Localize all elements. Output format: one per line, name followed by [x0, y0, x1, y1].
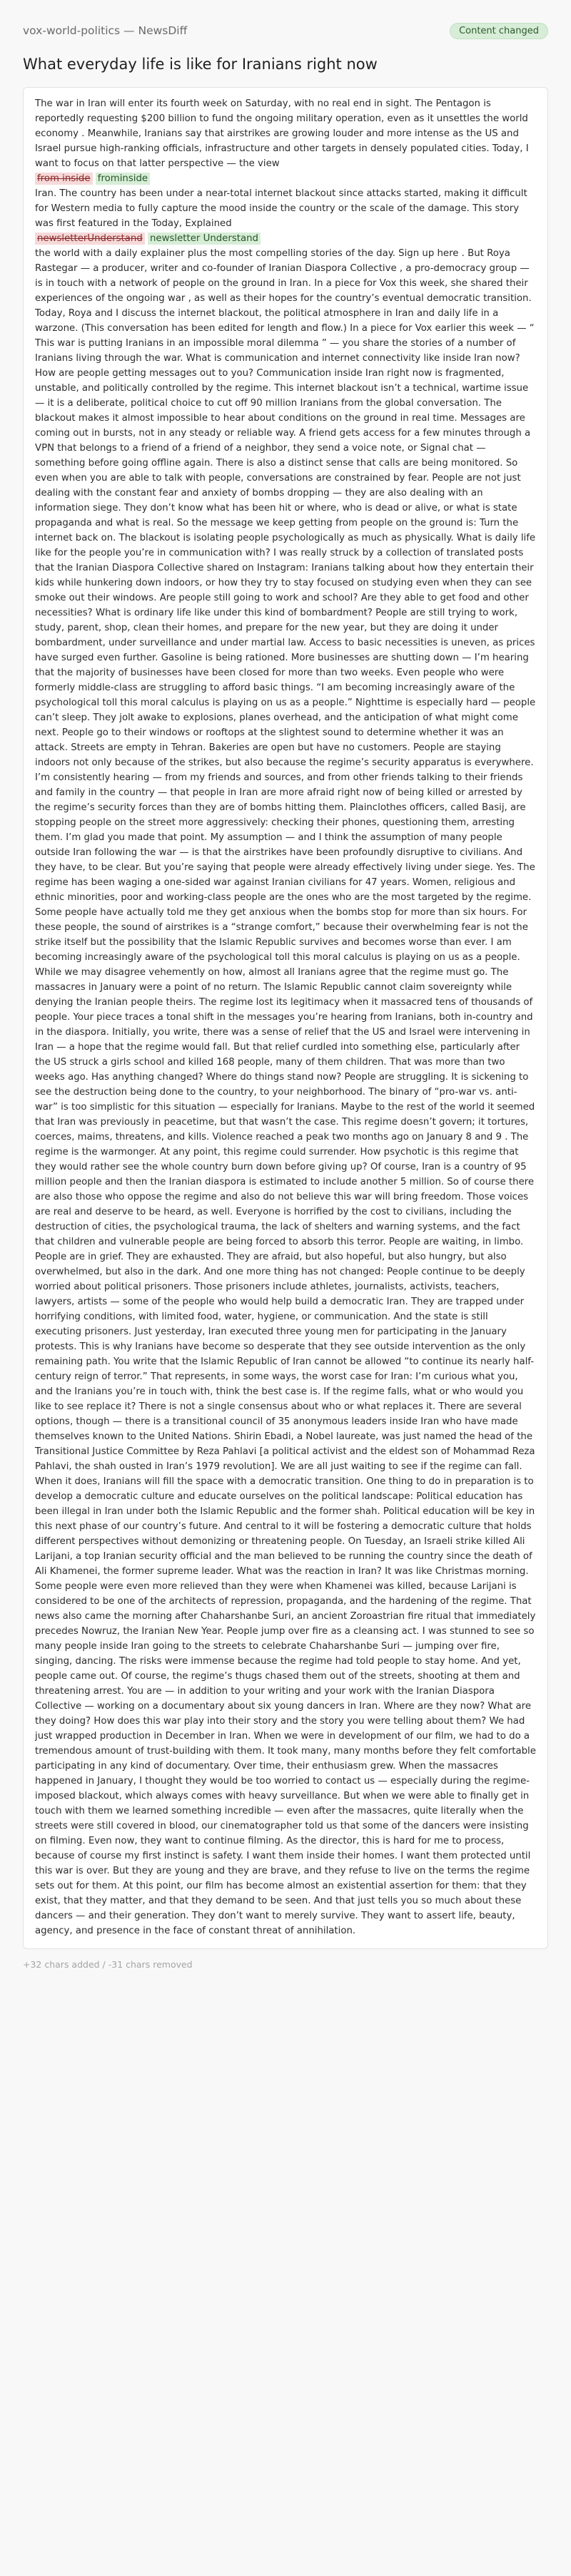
diff-added-text: frominside — [96, 173, 150, 185]
article-paragraph-3 — [35, 246, 536, 1938]
article-paragraph-1 — [35, 96, 536, 171]
article-body — [23, 87, 548, 1949]
diff-added-text: newsletter Understand — [148, 232, 261, 245]
breadcrumb[interactable]: vox-world-politics — NewsDiff — [23, 24, 188, 37]
paragraph-text: the world with a daily explainer plus the most compelling stories of the day. Sign up here . But Roya Rastegar — a producer, writer and co-founder of Iranian Diaspora Collective , a pro-democracy group — is in touch with a network of people on the ground in Iran. In a piece for Vox this week, she shared their experiences of the ongoing war , as well as their hopes for the country’s eventual democratic transition. Today, Roya and I discuss the internet blackout, the political atmosphere in Iran and daily life in a warzone. (This conversation has been edited for length and flow.) In a piece for Vox earlier this week — “ This war is putting Iranians in an impossible moral dilemma ” — you share the stories of a number of Iranians living through the war. What is communication and internet connectivity like inside Iran now? How are people getting messages out to you? Communication inside Iran right now is fragmented, unstable, and politically controlled by the regime. This internet blackout isn’t a technical, wartime issue — it is a deliberate, political choice to cut off 90 million Iranians from the global conversation. The blackout makes it almost impossible to hear about conditions on the ground in real time. Messages are coming out in bursts, not in any steady or reliable way. A friend gets access for a few minutes through a VPN that belongs to a friend of a friend of a neighbor, they send a voice note, or Signal chat — something before going offline again. There is also a distinct sense that calls are being monitored. So even when you are able to talk with people, conversations are constrained by fear. People are not just dealing with the constant fear and anxiety of bombs dropping — they are also dealing with an information siege. They don’t know what has been hit or where, who is dead or alive, or what is state propaganda and what is real. So the message we keep getting from people on the ground is: Turn the internet back on. The blackout is isolating people psychologically as much as physically. What is daily life like for the people you’re in communication with? I was really struck by a collection of translated posts that the Iranian Diaspora Collective shared on Instagram: Iranians talking about how they entertain their kids while hunkering down indoors, or how they try to stay focused on studying even when they can see smoke out their windows. Are people still going to work and school? Are they able to get food and other necessities? What is ordinary life like under this kind of bombardment? People are still trying to work, study, parent, shop, clean their homes, and prepare for the new year, but they are doing it under bombardment, under surveillance and under martial law. Access to basic necessities is uneven, as prices have surged even further. Gasoline is being rationed. More businesses are shutting down — I’m hearing that the majority of businesses have been closed for more than two weeks. Even people who were formerly middle-class are struggling to afford basic things. “I am becoming increasingly aware of the psychological toll this moral calculus is playing on us as a people.” Nighttime is especially hard — people can’t sleep. They jolt awake to explosions, planes overhead, and the anticipation of what might come next. People go to their windows or rooftops at the slightest sound to determine whether it was an attack. Streets are empty in Tehran. Bakeries are open but have no customers. People are staying indoors not only because of the strikes, but also because the regime’s security apparatus is everywhere. I’m consistently hearing — from my friends and sources, and from other friends talking to their friends and family in the country — that people in Iran are more afraid right now of being killed or arrested by the regime’s security forces than they are of bombs hitting them. Plainclothes officers, called Basij, are stopping people on the street more aggressively: checking their phones, questioning them, arresting them. I’m glad you made that point. My assumption — and I think the assumption of many people outside Iran following the war — is that the airstrikes have been profoundly disruptive to civilians. And they have, to be clear. But you’re saying that people were already effectively living under siege. Yes. The regime has been waging a one-sided war against Iranian civilians for 47 years. Women, religious and ethnic minorities, poor and working-class people are the ones who are the most targeted by the regime. Some people have actually told me they get anxious when the bombs stop for more than six hours. For these people, the sound of airstrikes is a “strange comfort,” because their overwhelming fear is not the strike itself but the possibility that the Islamic Republic survives and becomes worse than ever. I am becoming increasingly aware of the psychological toll this moral calculus is playing on us as a people. While we may disagree vehemently on how, almost all Iranians agree that the regime must go. The massacres in January were a point of no return. The Islamic Republic cannot claim sovereignty while denying the Iranian people theirs. The regime lost its legitimacy when it massacred tens of thousands of people. Your piece traces a tonal shift in the messages you’re hearing from Iranians, both in-country and in the diaspora. Initially, you write, there was a sense of relief that the US and Israel were intervening in Iran — a hope that the regime would fall. But that relief curdled into something else, particularly after the US struck a girls school and killed 168 people, many of them children. That was more than two weeks ago. Has anything changed? Where do things stand now? People are struggling. It is sickening to see the destruction being done to the country, to your neighborhood. The binary of “pro-war vs. anti-war” is too simplistic for this situation — especially for Iranians. Maybe to the rest of the world it seemed that Iran was previously in peacetime, but that wasn’t the case. This regime doesn’t govern; it tortures, coerces, maims, threatens, and kills. Violence reached a peak two months ago on January 8 and 9 . The regime is the warmonger. At any point, this regime could surrender. How psychotic is this regime that they would rather see the whole country burn down before giving up? Of course, Iran is a country of 95 million people and then the Iranian diaspora is estimated to include another 5 million. So of course there are also those who oppose the regime and also do not believe this war will bring freedom. Those voices are real and deserve to be heard, as well. Everyone is horrified by the cost to civilians, including the destruction of cities, the psychological trauma, the lack of shelters and warning systems, and the fact that children and vulnerable people are being forced to absorb this terror. People are waiting, in limbo. People are in grief. They are exhausted. They are afraid, but also hopeful, but also hungry, but also overwhelmed, but also in the dark. And one more thing has not changed: People continue to be deeply worried about political prisoners. Those prisoners include athletes, journalists, activists, teachers, lawyers, artists — some of the people who would help build a democratic Iran. They are trapped under horrifying conditions, with limited food, water, hygiene, or communication. And the state is still executing prisoners. Just yesterday, Iran executed three young men for participating in the January protests. This is why Iranians have become so desperate that they see outside intervention as the only remaining path. You write that the Islamic Republic of Iran cannot be allowed “to continue its nearly half-century reign of terror.” That represents, in some ways, the worst case for Iran: I’m curious what you, and the Iranians you’re in touch with, think the best case is. If the regime falls, what or who would you like to see replace it? There is not a single consensus about who or what replaces it. There are several options, though — there is a transitional council of 35 anonymous leaders inside Iran who have made themselves known to the United Nations. Shirin Ebadi, a Nobel laureate, was just named the head of the Transitional Justice Committee by Reza Pahlavi [a political activist and the eldest son of Mohammad Reza Pahlavi, the shah ousted in Iran’s 1979 revolution]. We are all just waiting to see if the regime can fall. When it does, Iranians will fill the space with a democratic transition. One thing to do in preparation is to develop a democratic culture and educate ourselves on the political landscape: Political education has been illegal in Iran under both the Islamic Republic and the former shah. Political education will be key in this next phase of our country’s future. And central to it will be fostering a democratic culture that holds different perspectives without demonizing or threatening people. On Tuesday, an Israeli strike killed Ali Larijani, a top Iranian security official and the man believed to be running the country since the death of Ali Khamenei, the former supreme leader. What was the reaction in Iran? It was like Christmas morning. Some people were even more relieved than they were when Khamenei was killed, because Larijani is considered to be one of the architects of repression, propaganda, and the hardening of the regime. That news also came the morning after Chaharshanbe Suri, an ancient Zoroastrian fire ritual that immediately precedes Nowruz, the Iranian New Year. People jump over fire as a cleansing act. I was stunned to see so many people inside Iran going to the streets to celebrate Chaharshanbe Suri — jumping over fire, singing, dancing. The risks were immense because the regime had told people to stay home. And yet, people came out. Of course, the regime’s thugs chased them out of the streets, shooting at them and threatening arrest. You are — in addition to your writing and your work with the Iranian Diaspora Collective — working on a documentary about six young dancers in Iran. Where are they now? What are they doing? How does this war play into their story and the story you were telling about them? We had just wrapped production in December in Iran. When we were in development of our film, we had to do a tremendous amount of trust-building with them. It took many, many months before they felt comfortable participating in any kind of documentary. Over time, their enthusiasm grew. When the massacres happened in January, I thought they would be too worried to contact us — especially during the regime-imposed blackout, which always comes with heavy surveillance. But when we were able to finally get in touch with them we learned something incredible — even after the massacres, quite literally when the streets were still covered in blood, our cinematographer told us that some of the dancers were insisting on filming. Even now, they want to continue filming. As the director, this is hard for me to process, because of course my first instinct is safety. I want them inside their homes. I want them protected until this war is over. But they are young and they are brave, and they refuse to live on the terms the regime sets out for them. At this point, our film has become almost an existential assertion for them: that they exist, that they matter, and that they demand to be seen. And that just tells you so much about these dancers — and their generation. They don’t want to merely survive. They want to assert life, beauty, agency, and presence in the face of constant threat of annihilation. — [35, 248, 536, 1936]
diff-removed-text: from inside — [35, 173, 93, 185]
diff-removed-text: newsletterUnderstand — [35, 232, 145, 245]
diff-change-2 — [35, 231, 536, 246]
article-paragraph-2 — [35, 186, 536, 231]
diff-stats: +32 chars added / -31 chars removed — [23, 1959, 193, 1970]
top-bar — [23, 21, 548, 40]
paragraph-text: Iran. The country has been under a near-total internet blackout since attacks started, making it difficult for Western media to fully capture the mood inside the country or the scale of the damage. This story was first featured in the Today, Explained — [35, 188, 527, 229]
paragraph-text: The war in Iran will enter its fourth week on Saturday, with no real end in sight. The Pentagon is reportedly requesting $200 billion to fund the ongoing military operation, even as it unsettles the world economy . Meanwhile, Iranians say that airstrikes are growing louder and more intense as the US and Israel pursue high-ranking officials, infrastructure and other targets in densely populated cities. Today, I want to focus on that latter perspective — the view — [35, 98, 529, 169]
article-title: What everyday life is like for Iranians right now — [23, 56, 378, 73]
diff-change-1 — [35, 171, 536, 186]
status-badge: Content changed — [450, 23, 548, 39]
